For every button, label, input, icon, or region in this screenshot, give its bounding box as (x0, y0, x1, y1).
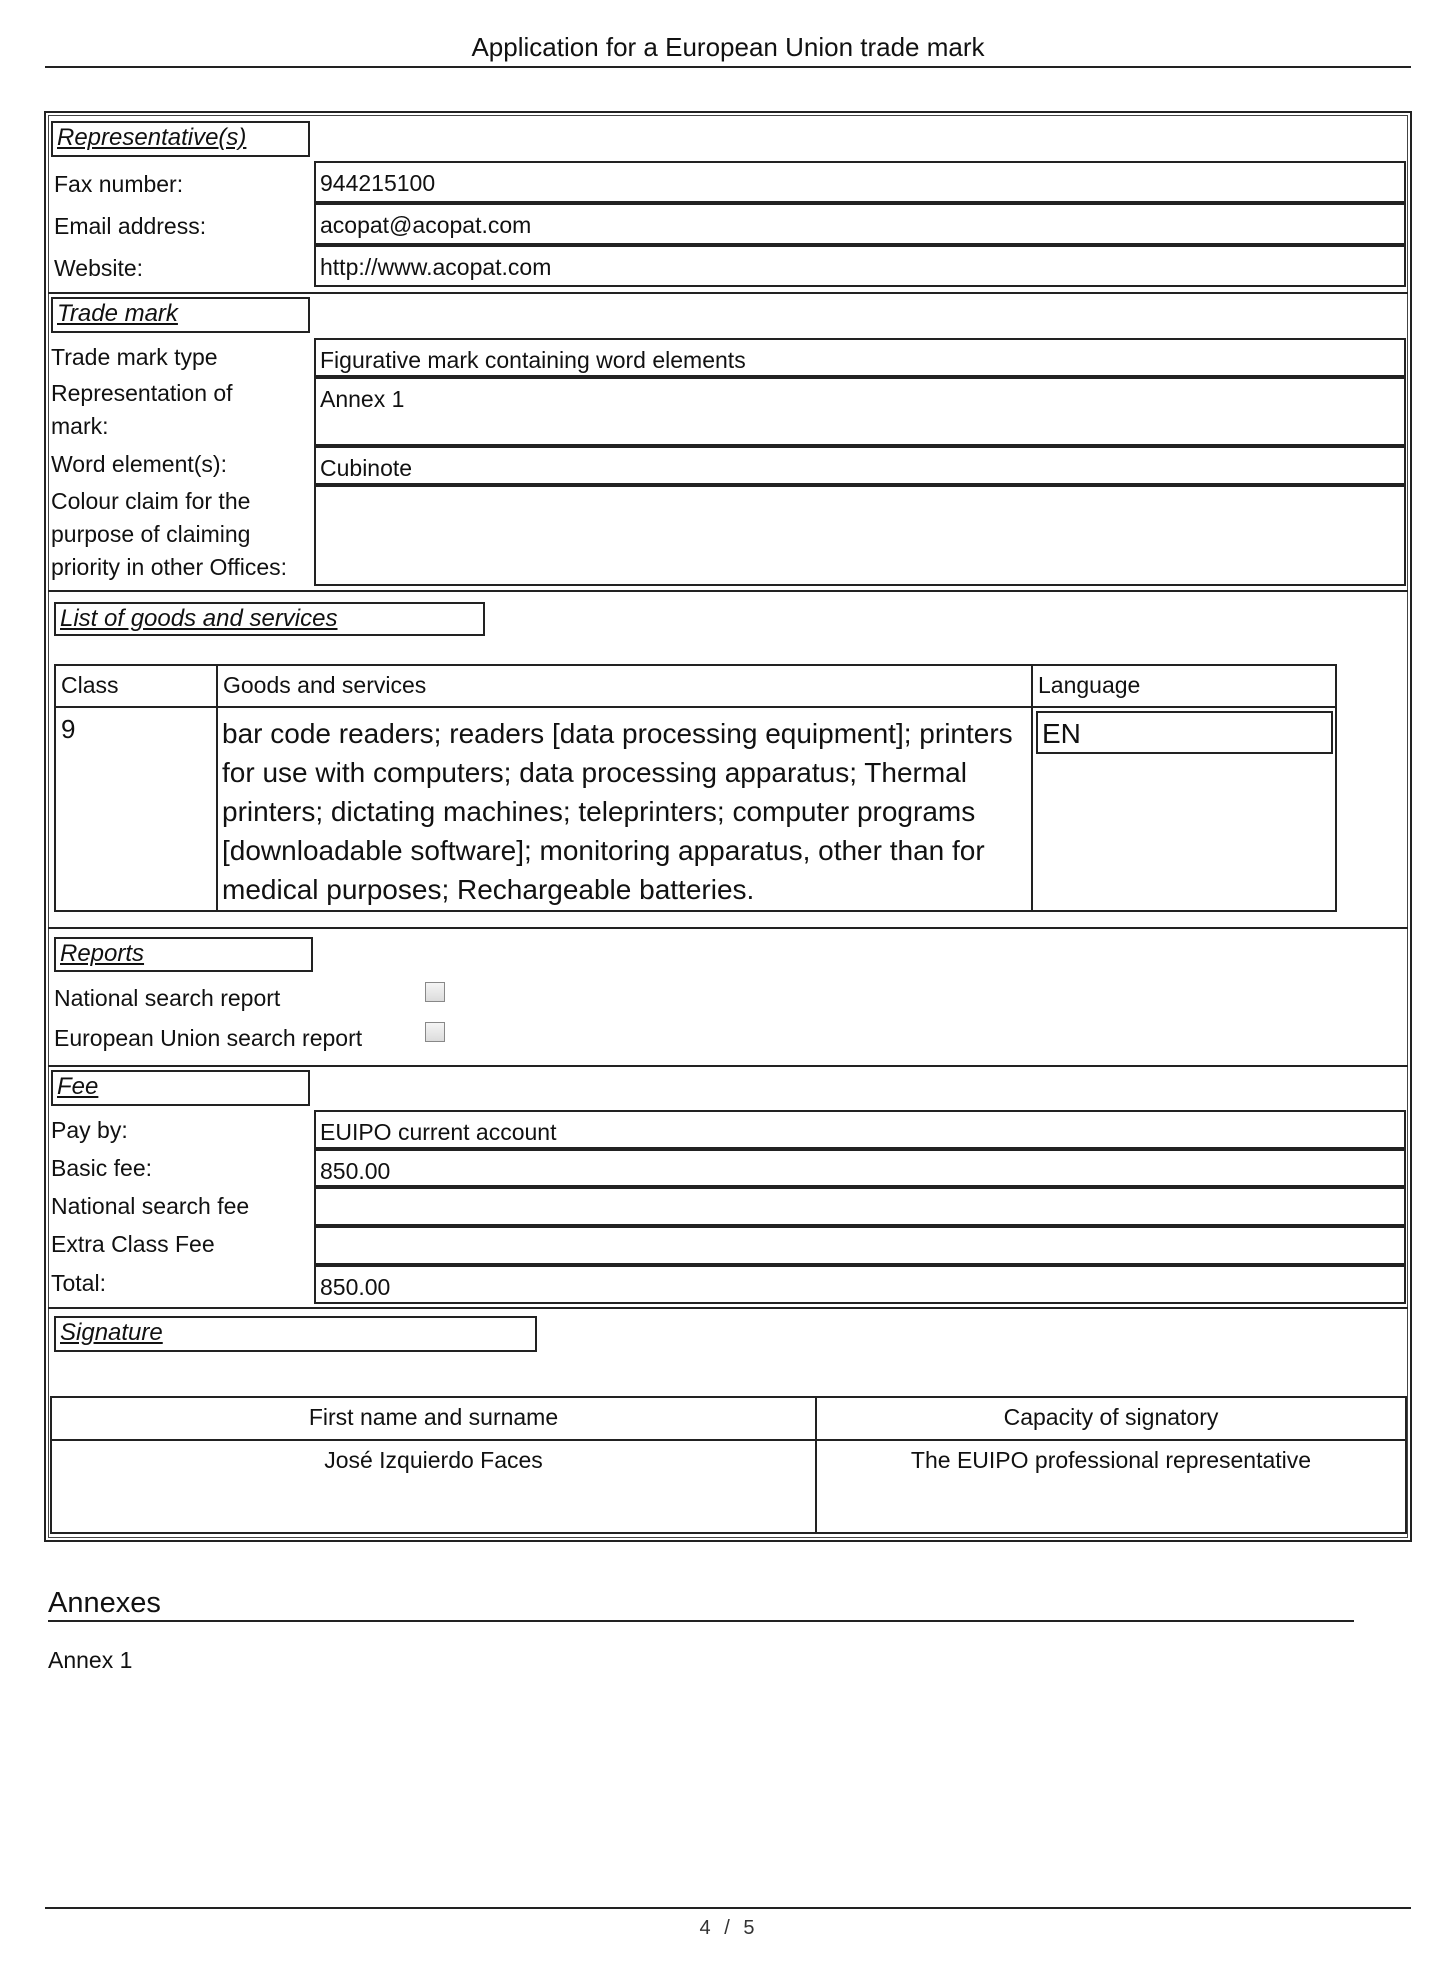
national-search-fee-label: National search fee (51, 1193, 250, 1219)
page-total: 5 (743, 1917, 755, 1939)
eu-search-report-checkbox[interactable] (425, 1022, 445, 1042)
page-separator: / (724, 1917, 730, 1939)
representation-label: Representation of mark: (51, 380, 233, 439)
language-field[interactable]: EN (1036, 711, 1333, 754)
basic-fee-field[interactable]: 850.00 (314, 1149, 1406, 1187)
signature-section-title: Signature (54, 1316, 537, 1352)
annex-item[interactable]: Annex 1 (48, 1647, 133, 1673)
page-current: 4 (699, 1917, 711, 1939)
section-divider (48, 927, 1408, 929)
goods-header: Goods and services (216, 664, 1033, 708)
word-element-field[interactable]: Cubinote (314, 446, 1406, 485)
annexes-rule (48, 1620, 1354, 1622)
fee-section-title: Fee (51, 1070, 310, 1106)
class-header: Class (54, 664, 218, 708)
email-field[interactable]: acopat@acopat.com (314, 203, 1406, 245)
footer-rule (45, 1907, 1411, 1909)
extra-class-fee-field[interactable] (314, 1226, 1406, 1265)
signatory-capacity-cell: The EUIPO professional representative (815, 1439, 1407, 1534)
annexes-heading: Annexes (48, 1587, 161, 1619)
trade-mark-section-title: Trade mark (51, 297, 310, 333)
trade-mark-type-label: Trade mark type (51, 344, 218, 370)
pay-by-field[interactable]: EUIPO current account (314, 1110, 1406, 1149)
representative-section-title: Representative(s) (51, 121, 310, 157)
website-label: Website: (54, 255, 144, 281)
signatory-name-header: First name and surname (50, 1396, 817, 1441)
class-cell: 9 (54, 706, 218, 912)
national-search-fee-field[interactable] (314, 1187, 1406, 1226)
national-search-report-label: National search report (54, 985, 281, 1011)
fax-field[interactable]: 944215100 (314, 161, 1406, 203)
eu-search-report-label: European Union search report (54, 1025, 363, 1051)
representation-field[interactable]: Annex 1 (314, 377, 1406, 446)
language-header: Language (1031, 664, 1337, 708)
trade-mark-type-field[interactable]: Figurative mark containing word elements (314, 338, 1406, 377)
reports-section-title: Reports (54, 937, 313, 972)
goods-cell: bar code readers; readers [data processing equipment]; printers for use with computers; data processing apparatus; Thermal printers; dictating machines; teleprinters; computer programs [downloadable software]; monitoring apparatus, other than for medical purposes; Rechargeable batteries. (216, 706, 1033, 912)
national-search-report-checkbox[interactable] (425, 982, 445, 1002)
goods-section-title: List of goods and services (54, 602, 485, 636)
fax-label: Fax number: (54, 171, 184, 197)
section-divider (48, 1307, 1408, 1309)
page-number (0, 1917, 1454, 1940)
pay-by-label: Pay by: (51, 1117, 128, 1143)
total-label: Total: (51, 1270, 106, 1296)
colour-claim-label: Colour claim for the purpose of claiming priority in other Offices: (51, 488, 288, 580)
document-title: Application for a European Union trade mark (471, 32, 985, 62)
word-element-label: Word element(s): (51, 451, 227, 477)
signatory-capacity-header: Capacity of signatory (815, 1396, 1407, 1441)
email-label: Email address: (54, 213, 207, 239)
signatory-name-cell: José Izquierdo Faces (50, 1439, 817, 1534)
extra-class-fee-label: Extra Class Fee (51, 1231, 215, 1257)
website-field[interactable]: http://www.acopat.com (314, 245, 1406, 287)
total-field[interactable]: 850.00 (314, 1265, 1406, 1304)
section-divider (48, 1065, 1408, 1067)
section-divider (48, 292, 1408, 294)
basic-fee-label: Basic fee: (51, 1155, 152, 1181)
section-divider (48, 590, 1408, 592)
colour-claim-field[interactable] (314, 485, 1406, 586)
header-rule (45, 66, 1411, 68)
